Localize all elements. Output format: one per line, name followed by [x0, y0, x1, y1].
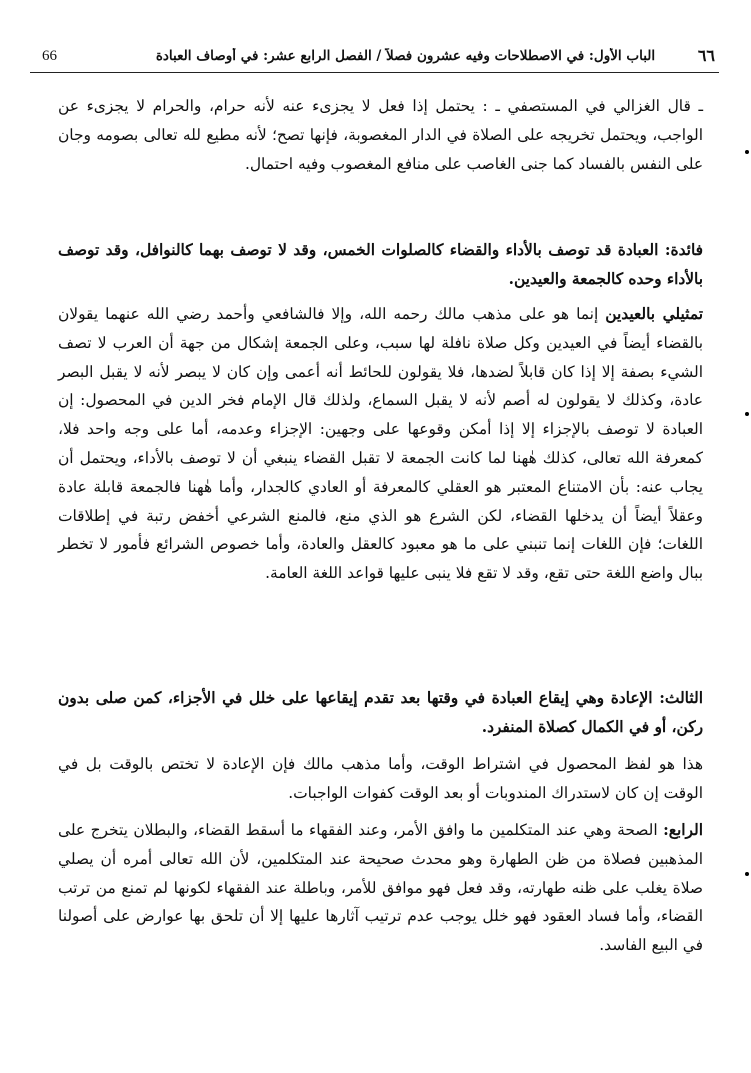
paragraph-mahsul	[58, 750, 703, 808]
margin-dot	[745, 872, 749, 876]
page-number-arabic: ٦٦	[697, 46, 715, 65]
paragraph-text: هذا هو لفظ المحصول في اشتراط الوقت، وأما مذهب مالك فإن الإعادة لا تختص بالوقت بل في الوقت إن كان لاستدراك المندوبات أو بعد الوقت كفوات الواجبات.	[58, 755, 703, 802]
paragraph-ghazali	[58, 92, 703, 236]
page-body	[58, 92, 703, 1046]
paragraph-lead: تمثيلي بالعيدين	[605, 305, 704, 323]
page-header	[30, 36, 719, 73]
paragraph-text: الصحة وهي عند المتكلمين ما وافق الأمر، وعند الفقهاء ما أسقط القضاء، والبطلان يتخرج على المذهبين فصلاة من ظن الطهارة وهو محدث صحيحة عند المتكلمين، لأن الله تعالى أمره أن يصلي صلاة يغلب على ظنه طهارته، وقد فعل فهو موافق للأمر، وباطلة عند الفقهاء لكونها لم تمنع من ترتب القضاء، وأما فساد العقود فهو خلل يوجب عدم ترتيب آثارها عليها إلا أن تلحق بها عوارض على أصولنا في البيع الفاسد.	[58, 821, 703, 955]
paragraph-text: الإعادة وهي إيقاع العبادة في وقتها بعد تقدم إيقاعها على خلل في الأجزاء، كمن صلى بدون ركن، أو في الكمال كصلاة المنفرد.	[58, 689, 703, 736]
paragraph-text: ـ قال الغزالي في المستصفي ـ : يحتمل إذا فعل لا يجزىء عنه لأنه حرام، والحرام لا يجزىء عن الواجب، ويحتمل تخريجه على الصلاة في الدار المغصوبة، فإنها تصح؛ لأنه مطيع لله تعالى بصومه وجان على النفس بالفساد كما جنى الغاصب على منافع المغصوب وفيه احتمال.	[58, 97, 703, 173]
page-number-latin: 66	[42, 48, 57, 64]
margin-dot	[745, 150, 749, 154]
running-title: الباب الأول: في الاصطلاحات وفيه عشرون فصلاً / الفصل الرابع عشر: في أوصاف العبادة	[155, 48, 656, 64]
paragraph-lead: فائدة:	[664, 241, 703, 259]
paragraph-faida	[58, 236, 703, 294]
paragraph-text: العبادة قد توصف بالأداء والقضاء كالصلوات الخمس، وقد لا توصف بهما كالنوافل، وقد توصف بالأداء وحده كالجمعة والعيدين.	[58, 241, 703, 288]
paragraph-lead: الرابع:	[663, 821, 703, 839]
paragraph-third-iaada	[58, 684, 703, 742]
paragraph-text: إنما هو على مذهب مالك رحمه الله، وإلا فالشافعي وأحمد رضي الله عنهما يقولان بالقضاء أيضاً في العيدين وكل صلاة نافلة لها سبب، وعلى الجمعة إشكال من جهة أن العرب لا تصف الشيء بصفة إلا إذا كان قابلاً لضدها، فلا يقولون للحائط أنه أعمى وإن كان لا يبصر لأنه لا يقبل البصر عادة، وكذلك لا يقولون له أصم لأنه لا يقبل السماع، ولذلك قال الإمام فخر الدين في المحصول: إن العبادة لا توصف بالإجزاء إلا إذا أمكن وقوعها على وجهين: الإجزاء وعدمه، أما على وجه واحد فلا، كمعرفة الله تعالى، كذلك هٰهنا لما كانت الجمعة لا تقبل القضاء ينبغي أن لا توصف بالأداء، ويحتمل أن يجاب عنه: بأن الامتناع المعتبر هو العقلي كالمعرفة أو العادي كالجدار، وأما هٰهنا فالجمعة قابلة عادة وعقلاً أيضاً أن يدخلها القضاء، لكن الشرع هو الذي منع، فالمنع الشرعي أخفض رتبة في إطلاقات اللغات؛ فإن اللغات إنما تنبني على ما هو معبود كالعقل والعادة، وأما خصوص الشرائع فأمور لا تخطر ببال واضع اللغة حتى تقع، وقد لا تقع فلا ينبى عليها قواعد اللغة العامة.	[58, 305, 703, 583]
paragraph-lead: الثالث:	[659, 689, 703, 707]
paragraph-fourth-sihha	[58, 816, 703, 1046]
margin-dot	[745, 412, 749, 416]
paragraph-eidain	[58, 300, 703, 676]
